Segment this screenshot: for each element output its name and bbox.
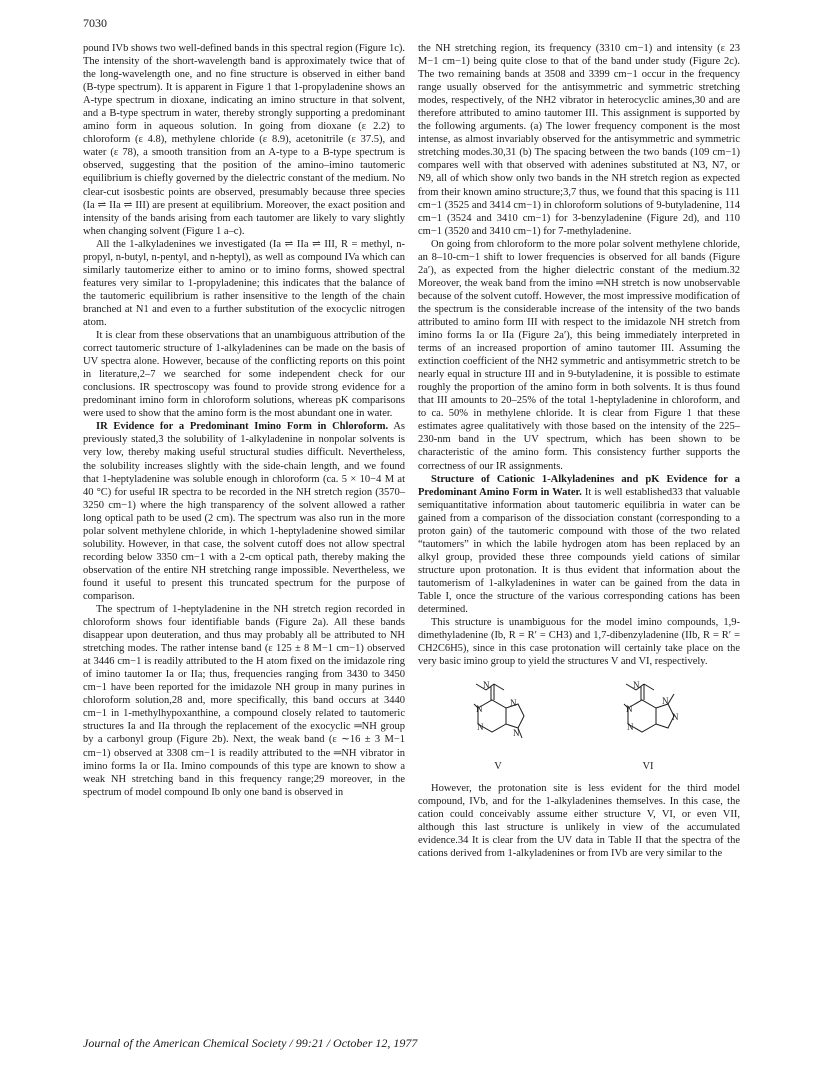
right-column	[418, 42, 740, 861]
svg-text:N: N	[477, 722, 484, 733]
left-paragraph-4-body: As previously stated,3 the solubility of 1-alkyladenine in nonpolar solvents is very low, thereby making useful structural studies difficult. Nevertheless, the solubility increases slightly with the side-chain length, and we found that 1-heptyladenine was soluble enough in chloroform (ca. 5 × 10−4 M at 40 °C) for useful IR spectra to be recorded in the NH stretch region (3570–3250 cm−1) where the high transparency of the solvent allowed a rather long optical path to be used (2 cm). The spectrum was also run in the more polar solvent methylene chloride, in which 1-heptyladenine showed similar solubility. However, in that case, the solvent cutoff does not allow spectral recording below 3350 cm−1 with a 2-cm optical path, thereby making the observation of the entire NH stretching range impossible. Nevertheless, we found it useful to present this truncated spectrum for the purpose of comparison.	[83, 421, 405, 602]
left-paragraph-2: All the 1-alkyladenines we investigated (Ia ⇌ IIa ⇌ III, R = methyl, n-propyl, n-butyl, n-pentyl, and n-heptyl), as well as compound IVa which can similarly tautomerize either to amino or to imino forms, showed spectral features very similar to 1-propyladenine; this indicates that the balance of the tautomeric equilibrium is rather insensitive to the length of the chain branched at N1 and even to a further substitution of the exocyclic nitrogen atom.	[83, 238, 405, 328]
svg-text:N: N	[627, 722, 634, 733]
svg-text:N: N	[510, 698, 517, 709]
svg-text:N: N	[513, 728, 520, 739]
svg-text:N: N	[662, 696, 669, 707]
journal-footer: Journal of the American Chemical Society / 99:21 / October 12, 1977	[83, 1036, 418, 1050]
left-paragraph-3: It is clear from these observations that an unambiguous attribution of the correct tautomeric structure of 1-alkyladenines can be made on the basis of UV spectra alone. However, because of the conflicting reports on this point in literature,2–7 we searched for some independent check for our conclusions. IR spectroscopy was found to provide strong evidence for a predominant imino form in chloroform solutions, whereas pK comparisons were used to show that the amino form is the most abundant one in water.	[83, 330, 405, 420]
svg-text:N: N	[672, 712, 679, 723]
svg-text:N: N	[476, 704, 483, 715]
section-heading-cationic-structure: Structure of Cationic 1-Alkyladenines and pK Evidence for a Predominant Amino Form in Water.	[418, 473, 740, 498]
right-paragraph-4: This structure is unambiguous for the model imino compounds, 1,9-dimethyladenine (Ib, R = R′ = CH3) and 1,7-dibenzyladenine (IIb, R = R′ = CH2C6H5), since in this case protonation will certainly take place on the very basic imino group to yield the structures V and VI, respectively.	[418, 617, 740, 668]
left-paragraph-5: The spectrum of 1-heptyladenine in the NH stretch region recorded in chloroform shows four identifiable bands (Figure 2a). All these bands disappear upon deuteration, and thus may probably all be attributed to NH stretching modes. The rather intense band (ε 125 ± 8 M−1 cm−1) observed at 3446 cm−1 is readily attributed to the H atom fixed on the imidazole ring of imino tautomer Ia or IIa; thus, frequencies ranging from 3430 to 3450 cm−1 have been reported for the imidazole NH group in many purines in chloroform solution,28 and, more specifically, this band occurs at 3440 cm−1 in 1-methylhypoxanthine, a compound closely related to tautomeric structures Ia and IIa through the replacement of the exocyclic ═NH group by a carbonyl group (Figure 2b). Next, the weak band (ε ∼16 ± 3 M−1 cm−1) observed at 3308 cm−1 is readily attributed to the ═NH vibrator in imino forms Ia or IIa. Imino compounds of this type are known to show a weak NH stretching band in this frequency range;29 moreover, in the spectrum of model compound Ib only one band is observed in	[83, 604, 405, 798]
right-paragraph-3-body: It is well established33 that valuable semiquantitative information about tautomeric equilibria in water can be gained from a comparison of the dissociation constant (corresponding to a proton gain) of the tautomeric compound with those of the two related “tautomers” in which the labile hydrogen atom has been replaced by an alkyl group, provided these three compounds yield cations of similar structure upon protonation. It is thus evident that information about the tautomerism of 1-alkyladenines in water can be gained from the data in Table I, once the structure of the various corresponding cations has been determined.	[418, 486, 740, 616]
left-column	[83, 42, 405, 799]
structure-v-label: V	[494, 761, 502, 773]
right-paragraph-3	[418, 473, 740, 617]
section-heading-ir-evidence: IR Evidence for a Predominant Imino Form in Chloroform.	[96, 421, 389, 433]
svg-text:N: N	[633, 680, 640, 691]
structure-vi	[598, 674, 708, 778]
svg-text:N: N	[626, 704, 633, 715]
right-paragraph-2: On going from chloroform to the more polar solvent methylene chloride, an 8–10-cm−1 shift to lower frequencies is observed for all bands (Figure 2a′), as expected from the higher dielectric constant of the medium.32 Moreover, the weak band from the imino ═NH stretch is now unobservable because of the solvent cutoff. However, the most impressive modification of the spectrum is the considerable increase of the intensity of the two bands attributed to amino form III with respect to the imidazole NH stretch from imino forms Ia or IIa (Figure 2a′), this being immediately interpreted in terms of an increased proportion of amino tautomer III. Assuming the extinction coefficient of the NH2 symmetric and antisymmetric stretch to be nearly equal in structure III and in 9-butyladenine, it is possible to estimate roughly the proportion of the amino form in both solvents. It is thus found that III amounts to 20–25% of the total 1-heptyladenine in chloroform, and to ca. 50% in methylene chloride. It is clear from Figure 1 that these estimates agree qualitatively with those based on the intensity of the 225–230-nm band in the UV spectrum, which has been shown to be characteristic of the amino form. This consistency further supports the correctness of our IR assignments.	[418, 238, 740, 472]
right-paragraph-1: the NH stretching region, its frequency (3310 cm−1) and intensity (ε 23 M−1 cm−1) being quite close to that of the band under study (Figure 2c). The two remaining bands at 3508 and 3399 cm−1 occur in the frequency range usually observed for the antisymmetric and symmetric stretching modes, respectively, of the NH2 vibrator in heterocyclic amines,30 and are therefore attributed to amino tautomer III. This assignment is supported by the following arguments. (a) The lower frequency component is the most intense, as almost invariably observed for the antisymmetric and symmetric stretching modes.30,31 (b) The spacing between the two bands (109 cm−1) compares well with that observed with adenines substituted at N3, N7, or N9, all of which show only two bands in the NH stretch region as expected from their known amino structure;3,7 thus, we found that this spacing is 111 cm−1 (3525 and 3414 cm−1) in chloroform solutions of 9-butyladenine, 114 cm−1 (3524 and 3410 cm−1) for 3-benzyladenine (Figure 2d), and 110 cm−1 (3520 and 3410 cm−1) for 7-methyladenine.	[418, 43, 740, 237]
left-paragraph-4	[83, 420, 405, 603]
structure-v-drawing	[448, 674, 548, 760]
structure-v	[448, 674, 558, 778]
chemical-structures	[418, 674, 740, 778]
right-paragraph-5: However, the protonation site is less evident for the third model compound, IVb, and for the 1-alkyladenines themselves. In this case, the cation could conceivably assume either structure V, VI, or even VII, although this last structure is unlikely in view of the accumulated evidence.34 It is clear from the UV data in Table II that the spectra of the cations derived from 1-alkyladenines or from IVb are very similar to the	[418, 783, 740, 860]
page-number: 7030	[83, 16, 107, 30]
svg-text:N: N	[483, 680, 490, 691]
structure-vi-drawing	[598, 674, 698, 760]
structure-vi-label: VI	[642, 761, 654, 773]
left-paragraph-1: pound IVb shows two well-defined bands in this spectral region (Figure 1c). The intensity of the short-wavelength band is approximately twice that of the long-wavelength one, and no fine structure is observed in either band (B-type spectrum). It is apparent in Figure 1 that 1-propyladenine shows an A-type spectrum in dioxane, indicating an imino structure in that solvent, and a B-type spectrum in water, thereby strongly supporting a predominant amino form in aqueous solution. In going from dioxane (ε 2.2) to chloroform (ε 4.8), methylene chloride (ε 8.9), acetonitrile (ε 37.5), and water (ε 78), a smooth transition from an A-type to a B-type spectrum is observed, suggesting that the position of the amino–imino tautomeric equilibrium is chiefly governed by the dielectric constant of the medium. No clear-cut isosbestic points are observed, presumably because three species (Ia ⇌ IIa ⇌ III) are present at equilibrium. Moreover, the exact position and intensity of the bands arising from each tautomer are likely to vary slightly when changing solvent (Figure 1 a–c).	[83, 43, 405, 237]
